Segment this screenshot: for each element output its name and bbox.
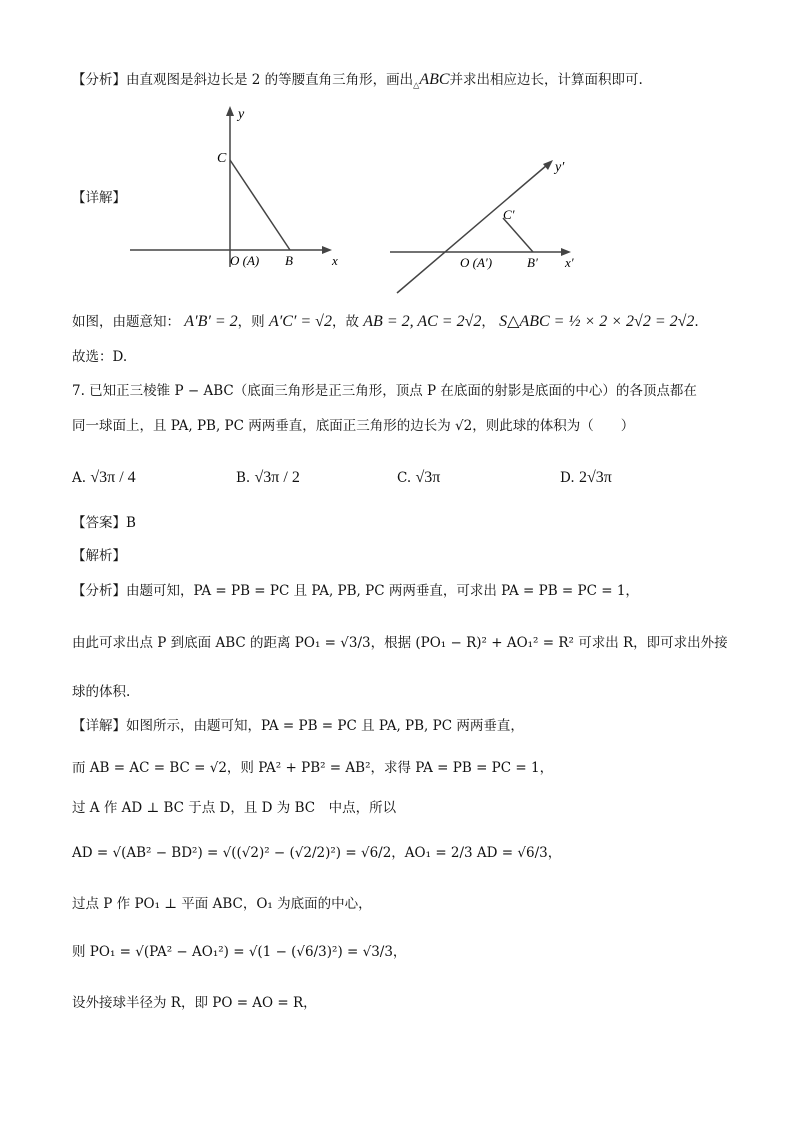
solve-mid2: ，故 <box>331 314 359 330</box>
point-c-prime-label: C′ <box>503 207 515 222</box>
solve-mid1: ，则 <box>237 314 265 330</box>
analysis-end: 并求出相应边长，计算面积即可. <box>449 72 643 88</box>
option-c[interactable] <box>397 468 440 487</box>
point-b-prime-label: B′ <box>527 255 538 270</box>
question7-line2: 同一球面上，且 PA, PB, PC 两两垂直，底面正三角形的边长为 √2，则此球的体积为（ ） <box>72 418 635 434</box>
figure-original-triangle <box>120 102 350 274</box>
figure-intuitive-view <box>385 155 585 300</box>
detail2-line7: 设外接球半径为 R，即 PO = AO = R， <box>72 995 317 1011</box>
option-a-value: √3π / 4 <box>90 469 136 486</box>
solve-eq2: A′C′ = √2 <box>268 313 332 330</box>
solve-eq1: A′B′ = 2 <box>184 313 238 330</box>
option-c-label: C. <box>397 470 412 486</box>
option-d[interactable] <box>560 468 612 487</box>
detail-label: 【详解】 <box>72 190 126 206</box>
option-d-label: D. <box>560 470 575 486</box>
option-b-value: √3π / 2 <box>254 469 300 486</box>
solve-area: S△ABC = ½ × 2 × 2√2 = 2√2 <box>499 313 695 330</box>
analysis-line: 【分析】由直观图是斜边长是 2 的等腰直角三角形，画出$_\triangle$ABC并求出相应边长，计算面积即可. <box>72 71 643 90</box>
option-b[interactable] <box>236 468 300 487</box>
analysis-text: 【分析】由直观图是斜边长是 2 的等腰直角三角形，画出 <box>72 72 414 88</box>
option-a[interactable] <box>72 468 136 487</box>
option-d-value: 2√3π <box>578 469 612 486</box>
detail2-line5: 过点 P 作 PO₁ ⊥ 平面 ABC，O₁ 为底面的中心， <box>72 896 372 912</box>
analysis2-line2: 由此可求出点 P 到底面 ABC 的距离 PO₁ = √3/3，根据 (PO₁ − R)² + AO₁² = R² 可求出 R，即可求出外接 <box>72 635 728 651</box>
solve-prefix: 如图，由题意知： <box>72 314 180 330</box>
analysis2-line1: 【分析】由题可知，PA = PB = PC 且 PA, PB, PC 两两垂直，可求出 PA = PB = PC = 1， <box>72 583 639 599</box>
axis-x-label: x <box>332 253 338 268</box>
point-b-label: B <box>285 253 293 268</box>
option-a-label: A. <box>72 470 87 486</box>
detail2-line6: 则 PO₁ = √(PA² − AO₁²) = √(1 − (√6/3)²) = √3/3， <box>72 944 407 960</box>
axis-y-prime-label: y′ <box>555 160 565 175</box>
axis-y-label: y <box>238 107 245 122</box>
detail2-line3: 过 A 作 AD ⊥ BC 于点 D，且 D 为 BC 中点，所以 <box>72 800 397 816</box>
axis-x-prime-label: x′ <box>565 255 574 270</box>
detail2-line2: 而 AB = AC = BC = √2，则 PA² + PB² = AB²，求得 PA = PB = PC = 1， <box>72 760 554 776</box>
solve-eq3: AB = 2, AC = 2√2 <box>363 313 482 330</box>
point-o-prime-label: O (A′) <box>460 255 493 270</box>
conclusion: 故选：D. <box>72 349 128 365</box>
point-c-label: C <box>217 151 227 166</box>
detail2-line4: AD = √(AB² − BD²) = √((√2)² − (√2/2)²) = √6/2，AO₁ = 2/3 AD = √6/3， <box>72 845 562 861</box>
triangle-name: ABC <box>419 71 450 88</box>
point-o-label: O (A) <box>230 253 260 268</box>
detail2-line1: 【详解】如图所示，由题可知，PA = PB = PC 且 PA, PB, PC 两两垂直， <box>72 718 524 734</box>
solve-line: 如图，由题意知： A′B′ = 2，则 A′C′ = √2，故 AB = 2, AC = 2√2， S△ABC = ½ × 2 × 2√2 = 2√2. <box>72 313 699 330</box>
option-c-value: √3π <box>415 469 441 486</box>
explain-label: 【解析】 <box>72 548 126 564</box>
question7-line1: 7. 已知正三棱锥 P − ABC（底面三角形是正三角形，顶点 P 在底面的射影是底面的中心）的各顶点都在 <box>72 383 697 399</box>
option-b-label: B. <box>236 470 251 486</box>
answer-line: 【答案】B <box>72 515 136 531</box>
analysis2-line3: 球的体积. <box>72 684 131 700</box>
